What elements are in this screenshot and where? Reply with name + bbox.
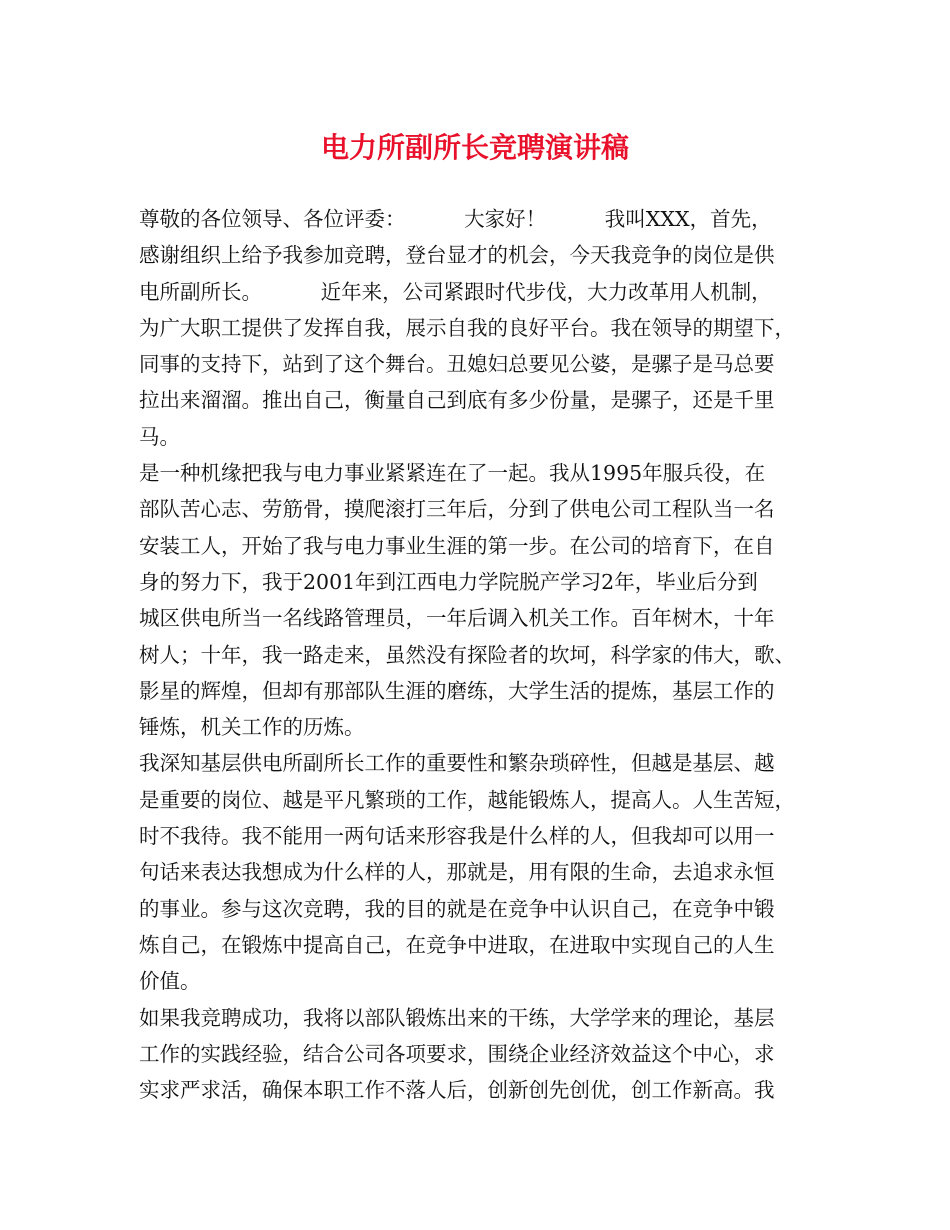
body-line: 马。 xyxy=(139,424,180,449)
body-line: 尊敬的各位领导、各位评委： 大家好！ 我叫XXX，首先， xyxy=(139,207,772,231)
body-line: 句话来表达我想成为什么样的人，那就是，用有限的生命，去追求永恒 xyxy=(139,860,775,885)
body-line: 拉出来溜溜。推出自己，衡量自己到底有多少份量，是骡子，还是千里 xyxy=(139,388,775,413)
body-line: 树人；十年，我一路走来，虽然没有探险者的坎坷，科学家的伟大，歌、 xyxy=(139,642,795,667)
body-line: 部队苦心志、劳筋骨，摸爬滚打三年后，分到了供电公司工程队当一名 xyxy=(139,497,775,522)
body-line: 的事业。参与这次竞聘，我的目的就是在竞争中认识自己，在竞争中锻 xyxy=(139,896,775,921)
body-line: 感谢组织上给予我参加竞聘，登台显才的机会，今天我竞争的岗位是供 xyxy=(139,243,775,268)
document-body xyxy=(139,201,829,1108)
document-title: 电力所副所长竞聘演讲稿 xyxy=(320,131,629,164)
body-line: 影星的辉煌，但却有那部队生涯的磨练，大学生活的提炼，基层工作的 xyxy=(139,678,775,703)
body-line: 价值。 xyxy=(139,969,201,994)
body-line: 安装工人，开始了我与电力事业生涯的第一步。在公司的培育下，在自 xyxy=(139,533,775,558)
body-line: 如果我竞聘成功，我将以部队锻炼出来的干练，大学学来的理论，基层 xyxy=(139,1005,775,1030)
body-line: 是重要的岗位、越是平凡繁琐的工作，越能锻炼人，提高人。人生苦短， xyxy=(139,787,795,812)
body-line: 为广大职工提供了发挥自我，展示自我的良好平台。我在领导的期望下， xyxy=(139,315,795,340)
body-line: 锤炼，机关工作的历炼。 xyxy=(139,715,365,740)
body-line: 城区供电所当一名线路管理员，一年后调入机关工作。百年树木，十年 xyxy=(139,606,775,631)
body-line: 时不我待。我不能用一两句话来形容我是什么样的人，但我却可以用一 xyxy=(139,824,775,849)
body-line: 身的努力下，我于2001年到江西电力学院脱产学习2年，毕业后分到 xyxy=(139,569,758,594)
body-line: 我深知基层供电所副所长工作的重要性和繁杂琐碎性，但越是基层、越 xyxy=(139,751,775,776)
body-line: 工作的实践经验，结合公司各项要求，围绕企业经济效益这个中心，求 xyxy=(139,1041,775,1066)
body-line: 实求严求活，确保本职工作不落人后，创新创先创优，创工作新高。我 xyxy=(139,1078,775,1103)
body-line: 炼自己，在锻炼中提高自己，在竞争中进取，在进取中实现自己的人生 xyxy=(139,932,775,957)
body-line: 同事的支持下，站到了这个舞台。丑媳妇总要见公婆，是骡子是马总要 xyxy=(139,352,775,377)
body-line: 是一种机缘把我与电力事业紧紧连在了一起。我从1995年服兵役，在 xyxy=(139,461,766,486)
body-line: 电所副所长。 近年来，公司紧跟时代步伐，大力改革用人机制， xyxy=(139,279,772,304)
